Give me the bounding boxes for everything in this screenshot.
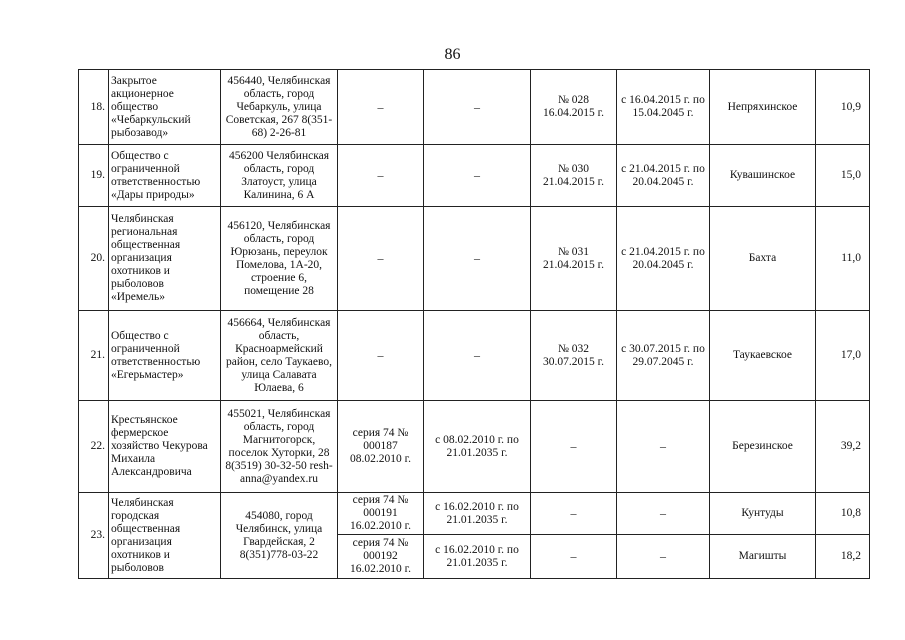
page-number: 86 bbox=[444, 46, 461, 63]
area-value: 18,2 bbox=[816, 535, 870, 579]
area-value: 15,0 bbox=[816, 145, 870, 207]
organization-name: Челябинская городская общественная организация охотников и рыболовов bbox=[109, 493, 221, 579]
license: – bbox=[338, 207, 424, 311]
agreement-period: с 30.07.2015 г. по 29.07.2045 г. bbox=[617, 311, 710, 401]
row-number: 22. bbox=[79, 401, 109, 493]
area-value: 17,0 bbox=[816, 311, 870, 401]
organization-name: Челябинская региональная общественная организация охотников и рыболовов «Иремель» bbox=[109, 207, 221, 311]
address: 456440, Челябинская область, город Чебаркуль, улица Советская, 267 8(351-68) 2-26-81 bbox=[221, 70, 338, 145]
license-period: – bbox=[424, 145, 531, 207]
agreement-period: – bbox=[617, 401, 710, 493]
license-period: с 16.02.2010 г. по 21.01.2035 г. bbox=[424, 493, 531, 535]
hunting-ground: Кувашинское bbox=[710, 145, 816, 207]
agreement-period: – bbox=[617, 493, 710, 535]
organization-name: Общество с ограниченной ответственностью «Дары природы» bbox=[109, 145, 221, 207]
row-number: 19. bbox=[79, 145, 109, 207]
organization-name: Общество с ограниченной ответственностью «Егерьмастер» bbox=[109, 311, 221, 401]
address: 456120, Челябинская область, город Юрюзань, переулок Помелова, 1А-20, строение 6, помещение 28 bbox=[221, 207, 338, 311]
agreement: № 031 21.04.2015 г. bbox=[531, 207, 617, 311]
table-row bbox=[79, 311, 870, 401]
agreement-period: с 21.04.2015 г. по 20.04.2045 г. bbox=[617, 145, 710, 207]
table-row bbox=[79, 207, 870, 311]
address: 454080, город Челябинск, улица Гвардейская, 2 8(351)778-03-22 bbox=[221, 493, 338, 579]
row-number: 23. bbox=[79, 493, 109, 579]
area-value: 11,0 bbox=[816, 207, 870, 311]
agreement-period: – bbox=[617, 535, 710, 579]
table-row bbox=[79, 70, 870, 145]
address: 456664, Челябинская область, Красноармейский район, село Таукаево, улица Салавата Юлаева, 6 bbox=[221, 311, 338, 401]
license-period: – bbox=[424, 311, 531, 401]
license: – bbox=[338, 70, 424, 145]
organization-name: Закрытое акционерное общество «Чебаркульский рыбозавод» bbox=[109, 70, 221, 145]
license: серия 74 № 000192 16.02.2010 г. bbox=[338, 535, 424, 579]
hunting-ground: Бахта bbox=[710, 207, 816, 311]
agreement-period: с 16.04.2015 г. по 15.04.2045 г. bbox=[617, 70, 710, 145]
address: 455021, Челябинская область, город Магнитогорск, поселок Хуторки, 28 8(3519) 30-32-50 resh-anna@yandex.ru bbox=[221, 401, 338, 493]
agreement-period: с 21.04.2015 г. по 20.04.2045 г. bbox=[617, 207, 710, 311]
agreement: № 032 30.07.2015 г. bbox=[531, 311, 617, 401]
hunting-ground: Кунтуды bbox=[710, 493, 816, 535]
row-number: 18. bbox=[79, 70, 109, 145]
hunting-ground: Магишты bbox=[710, 535, 816, 579]
table-row bbox=[79, 145, 870, 207]
organization-name: Крестьянское фермерское хозяйство Чекурова Михаила Александровича bbox=[109, 401, 221, 493]
license-period: – bbox=[424, 207, 531, 311]
license-period: – bbox=[424, 70, 531, 145]
row-number: 21. bbox=[79, 311, 109, 401]
table-row bbox=[79, 401, 870, 493]
area-value: 39,2 bbox=[816, 401, 870, 493]
hunting-ground: Таукаевское bbox=[710, 311, 816, 401]
table-row bbox=[79, 493, 870, 535]
row-number: 20. bbox=[79, 207, 109, 311]
area-value: 10,8 bbox=[816, 493, 870, 535]
license-period: с 08.02.2010 г. по 21.01.2035 г. bbox=[424, 401, 531, 493]
license: серия 74 № 000191 16.02.2010 г. bbox=[338, 493, 424, 535]
agreement: – bbox=[531, 401, 617, 493]
hunting-ground: Березинское bbox=[710, 401, 816, 493]
agreement: – bbox=[531, 535, 617, 579]
license: – bbox=[338, 145, 424, 207]
agreement: – bbox=[531, 493, 617, 535]
registry-table bbox=[78, 69, 870, 579]
license: серия 74 № 000187 08.02.2010 г. bbox=[338, 401, 424, 493]
license-period: с 16.02.2010 г. по 21.01.2035 г. bbox=[424, 535, 531, 579]
license: – bbox=[338, 311, 424, 401]
address: 456200 Челябинская область, город Златоуст, улица Калинина, 6 А bbox=[221, 145, 338, 207]
area-value: 10,9 bbox=[816, 70, 870, 145]
agreement: № 028 16.04.2015 г. bbox=[531, 70, 617, 145]
agreement: № 030 21.04.2015 г. bbox=[531, 145, 617, 207]
hunting-ground: Непряхинское bbox=[710, 70, 816, 145]
